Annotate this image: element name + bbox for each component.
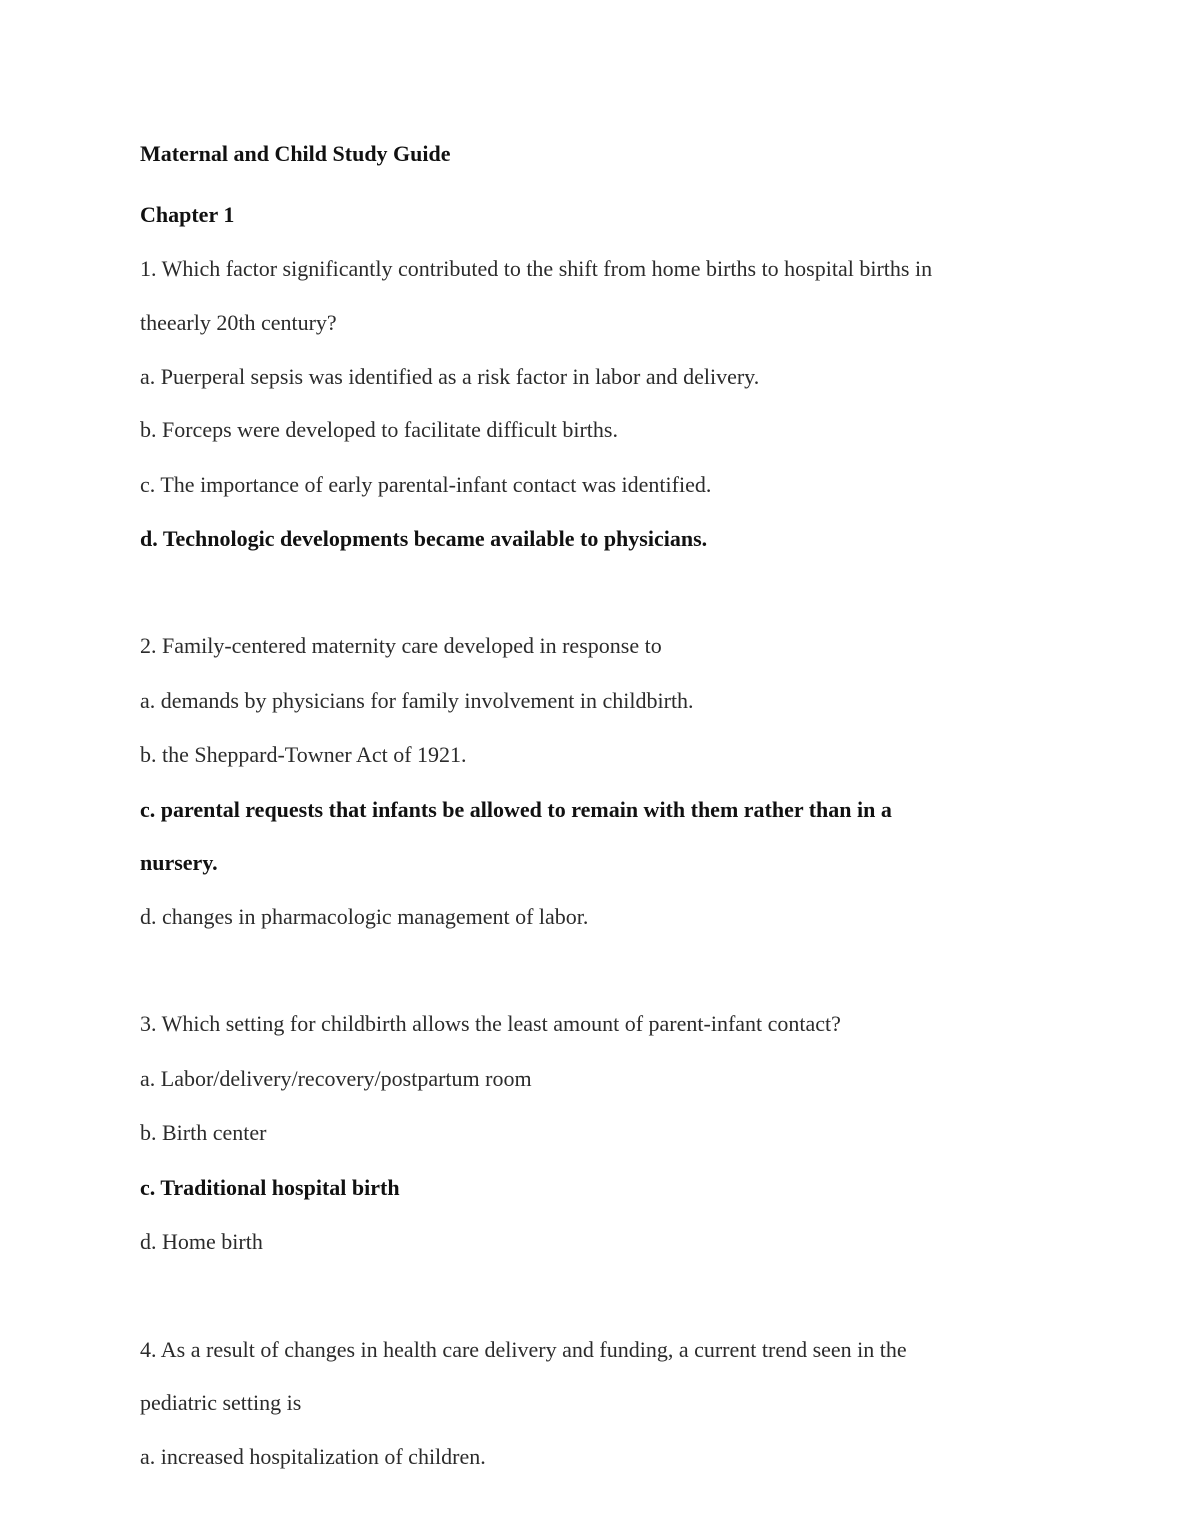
- question-4-option-a: a. increased hospitalization of children.: [140, 1444, 486, 1469]
- question-2-option-c-answer-line-2: nursery.: [140, 850, 218, 875]
- chapter-heading: Chapter 1: [140, 202, 235, 227]
- question-2-stem-line-1: 2. Family-centered maternity care developed in response to: [140, 633, 662, 658]
- question-3-option-b: b. Birth center: [140, 1120, 267, 1145]
- question-1-option-a: a. Puerperal sepsis was identified as a risk factor in labor and delivery.: [140, 364, 760, 389]
- question-2-option-c-answer-line-1: c. parental requests that infants be allowed to remain with them rather than in a: [140, 797, 892, 822]
- question-3-option-d: d. Home birth: [140, 1229, 263, 1254]
- question-2-option-a: a. demands by physicians for family involvement in childbirth.: [140, 688, 694, 713]
- question-1-option-d-answer: d. Technologic developments became available to physicians.: [140, 526, 708, 551]
- question-1-stem-line-2: theearly 20th century?: [140, 310, 337, 335]
- question-1-option-c: c. The importance of early parental-infant contact was identified.: [140, 472, 712, 497]
- question-1-option-b: b. Forceps were developed to facilitate difficult births.: [140, 417, 618, 442]
- question-3-option-a: a. Labor/delivery/recovery/postpartum room: [140, 1066, 532, 1091]
- question-3-stem-line-1: 3. Which setting for childbirth allows the least amount of parent-infant contact?: [140, 1011, 841, 1036]
- question-4-stem-line-2: pediatric setting is: [140, 1390, 302, 1415]
- question-4-stem-line-1: 4. As a result of changes in health care delivery and funding, a current trend seen in the: [140, 1337, 907, 1362]
- question-1-stem-line-1: 1. Which factor significantly contributed to the shift from home births to hospital births in: [140, 256, 933, 281]
- question-3-option-c-answer: c. Traditional hospital birth: [140, 1175, 400, 1200]
- document-title: Maternal and Child Study Guide: [140, 141, 451, 166]
- question-2-option-b: b. the Sheppard-Towner Act of 1921.: [140, 742, 467, 767]
- question-2-option-d: d. changes in pharmacologic management of labor.: [140, 904, 589, 929]
